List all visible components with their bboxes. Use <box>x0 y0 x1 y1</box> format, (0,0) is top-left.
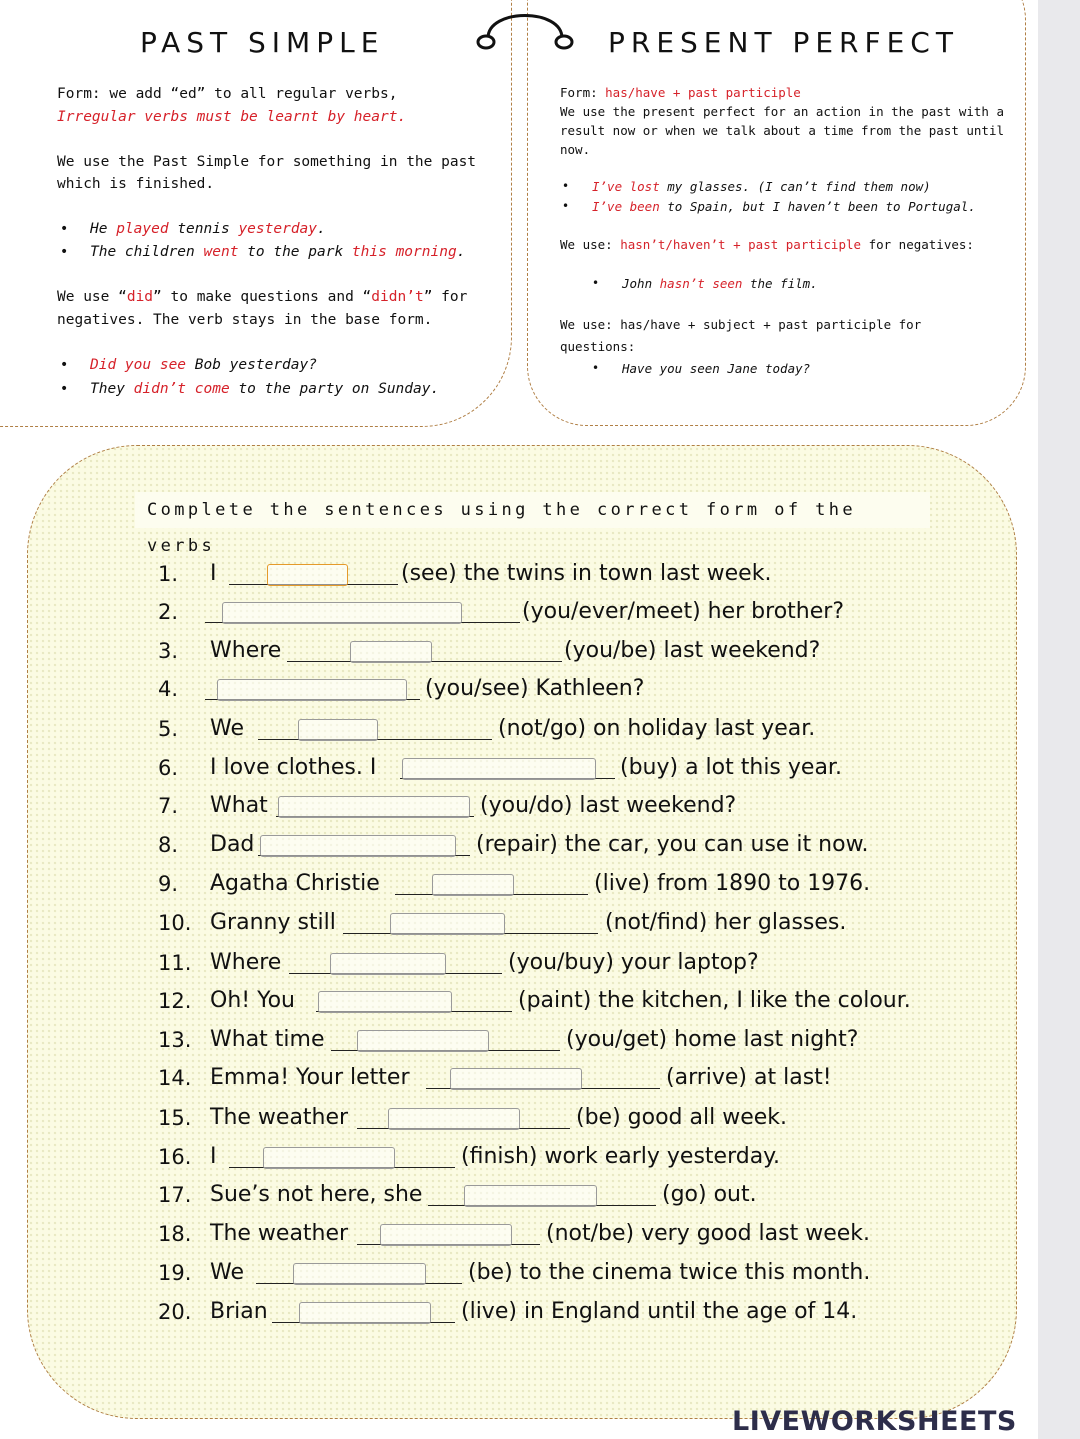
ps-example-4: They didn’t come to the party on Sunday. <box>90 381 440 397</box>
answer-input-4[interactable] <box>217 679 407 701</box>
question-number: 15. <box>158 1106 192 1130</box>
question-text-after: (paint) the kitchen, I like the colour. <box>518 988 911 1013</box>
question-text-before: The weather <box>210 1105 349 1130</box>
answer-input-20[interactable] <box>299 1302 431 1324</box>
liveworksheets-logo: LIVEWORKSHEETS <box>732 1406 1017 1437</box>
answer-input-14[interactable] <box>450 1068 582 1090</box>
question-text-before: We <box>210 716 244 741</box>
ps-example-1: He played tennis yesterday. <box>90 221 326 237</box>
answer-input-12[interactable] <box>318 991 452 1013</box>
question-text-after: (be) good all week. <box>576 1105 787 1130</box>
link-icon <box>470 0 580 56</box>
answer-input-1[interactable] <box>267 564 348 586</box>
question-text-before: Where <box>210 638 282 663</box>
question-text-after: (live) from 1890 to 1976. <box>594 871 871 896</box>
question-number: 13. <box>158 1028 192 1052</box>
page-edge <box>1038 0 1080 1439</box>
question-number: 9. <box>158 872 179 896</box>
ps-example-2: The children went to the park this morning. <box>90 244 466 260</box>
ps-form-line: Form: we add “ed” to all regular verbs, <box>57 86 398 102</box>
ps-did-line: negatives. The verb stays in the base form. <box>57 312 433 328</box>
bullet: • <box>562 199 570 213</box>
question-number: 3. <box>158 639 179 663</box>
question-text-after: (you/ever/meet) her brother? <box>522 599 844 624</box>
question-text-after: (not/be) very good last week. <box>546 1221 871 1246</box>
question-text-before: Agatha Christie <box>210 871 380 896</box>
bullet: • <box>60 244 69 260</box>
ps-use-line: We use the Past Simple for something in the past <box>57 154 477 170</box>
question-text-before: Sue’s not here, she <box>210 1182 423 1207</box>
question-text-after: (arrive) at last! <box>666 1065 832 1090</box>
answer-input-10[interactable] <box>390 913 505 935</box>
question-number: 12. <box>158 989 192 1013</box>
answer-input-2[interactable] <box>222 602 462 624</box>
answer-input-13[interactable] <box>357 1030 489 1052</box>
answer-input-17[interactable] <box>464 1185 597 1207</box>
question-text-after: (you/buy) your laptop? <box>508 950 759 975</box>
question-text-after: (finish) work early yesterday. <box>461 1144 781 1169</box>
question-text-before: Where <box>210 950 282 975</box>
pp-use-line: result now or when we talk about a time from the past until <box>560 123 1005 138</box>
question-text-after: (not/go) on holiday last year. <box>498 716 816 741</box>
pp-form-line: Form: has/have + past participle <box>560 85 801 100</box>
question-number: 11. <box>158 951 192 975</box>
question-text-before: I <box>210 561 217 586</box>
question-text-after: (be) to the cinema twice this month. <box>468 1260 871 1285</box>
bullet: • <box>60 381 69 397</box>
question-text-after: (you/be) last weekend? <box>564 638 821 663</box>
pp-example-3: John hasn’t seen the film. <box>622 276 818 291</box>
question-text-after: (not/find) her glasses. <box>605 910 847 935</box>
question-text-before: Dad <box>210 832 255 857</box>
question-text-after: (you/get) home last night? <box>566 1027 859 1052</box>
ps-irregular-note: Irregular verbs must be learnt by heart. <box>57 109 407 125</box>
question-text-before: We <box>210 1260 244 1285</box>
answer-input-19[interactable] <box>293 1263 426 1285</box>
question-text-after: (repair) the car, you can use it now. <box>476 832 869 857</box>
question-text-before: Emma! Your letter <box>210 1065 410 1090</box>
answer-input-7[interactable] <box>278 796 470 818</box>
pp-example-1: I’ve lost my glasses. (I can’t find them now) <box>592 179 931 194</box>
bullet: • <box>60 357 69 373</box>
answer-input-18[interactable] <box>380 1224 512 1246</box>
question-number: 8. <box>158 833 179 857</box>
answer-input-6[interactable] <box>402 758 596 780</box>
question-text-after: (see) the twins in town last week. <box>401 561 772 586</box>
question-number: 1. <box>158 562 179 586</box>
question-number: 16. <box>158 1145 192 1169</box>
answer-input-9[interactable] <box>432 874 514 896</box>
question-number: 18. <box>158 1222 192 1246</box>
pp-questions-line: questions: <box>560 339 636 354</box>
answer-input-3[interactable] <box>350 641 432 663</box>
answer-input-16[interactable] <box>263 1147 395 1169</box>
question-text-after: (buy) a lot this year. <box>620 755 842 780</box>
question-number: 4. <box>158 677 179 701</box>
question-text-before: I love clothes. I <box>210 755 377 780</box>
question-text-after: (you/see) Kathleen? <box>425 676 645 701</box>
question-text-before: I <box>210 1144 217 1169</box>
question-text-after: (live) in England until the age of 14. <box>461 1299 858 1324</box>
question-number: 5. <box>158 717 179 741</box>
question-number: 7. <box>158 794 179 818</box>
question-number: 19. <box>158 1261 192 1285</box>
present-perfect-title: PRESENT PERFECT <box>608 26 959 59</box>
question-text-before: Brian <box>210 1299 268 1324</box>
question-text-before: Granny still <box>210 910 336 935</box>
bullet: • <box>60 221 69 237</box>
question-text-after: (you/do) last weekend? <box>480 793 737 818</box>
ps-example-3: Did you see Bob yesterday? <box>90 357 317 373</box>
question-text-before: The weather <box>210 1221 349 1246</box>
bullet: • <box>592 361 600 375</box>
past-simple-title: PAST SIMPLE <box>140 26 385 59</box>
pp-negatives-line: We use: hasn’t/haven’t + past participle for negatives: <box>560 237 974 252</box>
bullet: • <box>562 179 570 193</box>
question-number: 2. <box>158 600 179 624</box>
question-text-after: (go) out. <box>662 1182 757 1207</box>
question-number: 20. <box>158 1300 192 1324</box>
question-text-before: Oh! You <box>210 988 295 1013</box>
pp-use-line: now. <box>560 142 591 157</box>
ps-use-line: which is finished. <box>57 176 215 192</box>
answer-input-5[interactable] <box>298 719 378 741</box>
answer-input-11[interactable] <box>330 953 446 975</box>
question-number: 14. <box>158 1066 192 1090</box>
ps-did-line: We use “did” to make questions and “didn’t” for <box>57 289 468 305</box>
instruction: Complete the sentences using the correct form of the verbs <box>135 492 930 528</box>
question-number: 6. <box>158 756 179 780</box>
question-number: 10. <box>158 911 192 935</box>
bullet: • <box>592 276 600 290</box>
pp-example-2: I’ve been to Spain, but I haven’t been to Portugal. <box>592 199 976 214</box>
question-number: 17. <box>158 1183 192 1207</box>
pp-example-4: Have you seen Jane today? <box>622 361 811 376</box>
question-text-before: What <box>210 793 268 818</box>
pp-questions-line: We use: has/have + subject + past participle for <box>560 317 922 332</box>
answer-input-15[interactable] <box>388 1108 520 1130</box>
pp-use-line: We use the present perfect for an action in the past with a <box>560 104 1005 119</box>
answer-input-8[interactable] <box>260 835 456 857</box>
question-text-before: What time <box>210 1027 325 1052</box>
